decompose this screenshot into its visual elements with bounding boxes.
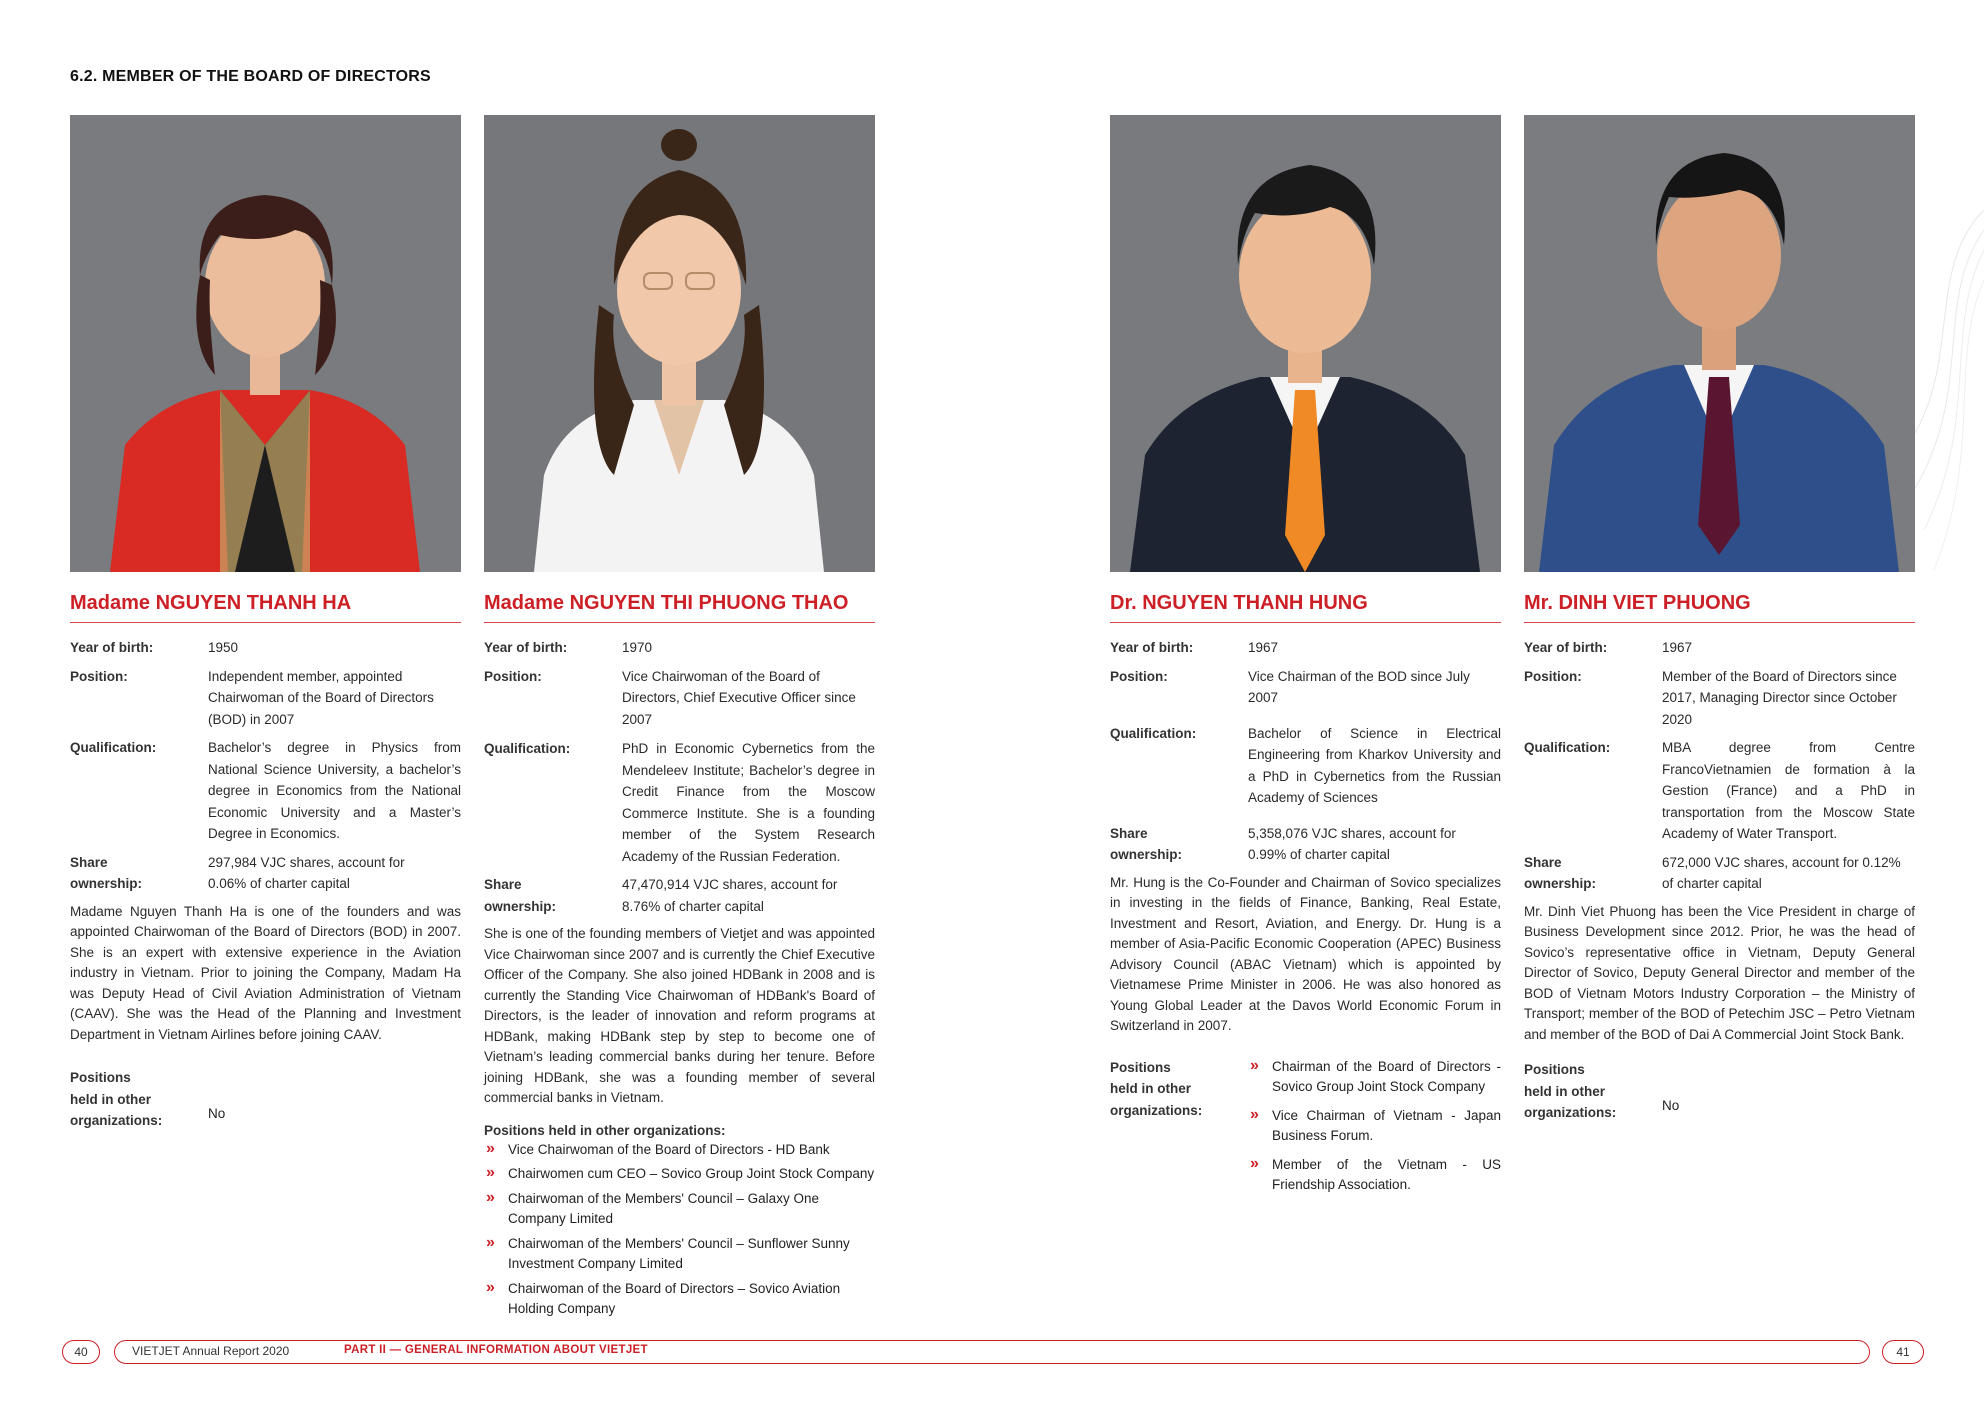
member-card-nguyen-thi-phuong-thao [484,115,875,1324]
qualification-value: PhD in Economic Cybernetics from the Mendeleev Institute; Bachelor’s degree in Credit Finance from the Moscow Commerce Institute. She is a founding member of the System Research Academy of the Russian Federation. [622,741,875,864]
list-item: » Chairwoman of the Members' Council – Sunflower Sunny Investment Company Limited [484,1234,875,1275]
year-of-birth-row [1110,637,1501,659]
share-ownership-row [484,874,875,917]
other-positions-list [1248,1057,1501,1204]
member-bio: Madame Nguyen Thanh Ha is one of the founders and was appointed Chairwoman of the Board of Directors (BOD) in 2007. She is an expert with extensive experience in the Aviation industry in Vietnam. Prior to joining the Company, Madam Ha was Deputy Head of Civil Aviation Administration of Vietnam (CAAV). She was the Head of the Planning and Investment Department in Vietnam Airlines before joining CAAV. [70,903,461,1042]
list-item: » Chairwoman of the Board of Directors – Sovico Aviation Holding Company [484,1279,875,1320]
position-value: Vice Chairman of the BOD since July 2007 [1248,668,1470,705]
year-of-birth-value: 1970 [622,640,653,655]
year-of-birth-value: 1950 [208,640,239,655]
page-number-left: 40 [62,1340,100,1364]
share-ownership-value: 5,358,076 VJC shares, account for 0.99% of charter capital [1248,825,1456,862]
decorative-wave-lines [1904,190,1984,610]
share-ownership-label: Share ownership: [484,877,557,914]
qualification-value: Bachelor of Science in Electrical Engineering from Kharkov University and a PhD in Cybernetics from the Russian Academy of Sciences [1248,725,1501,805]
page-number-right: 41 [1882,1340,1924,1364]
other-positions-label: Positions held in other organizations: [1110,1059,1203,1118]
position-value: Independent member, appointed Chairwoman of the Board of Directors (BOD) in 2007 [208,668,434,727]
year-of-birth-label: Year of birth: [70,640,154,655]
other-positions-row [70,1067,461,1132]
other-positions-row [1524,1059,1915,1124]
position-row [1524,666,1915,731]
year-of-birth-label: Year of birth: [1110,640,1194,655]
position-label: Position: [1110,668,1168,684]
position-value: Member of the Board of Directors since 2017, Managing Director since October 2020 [1662,668,1897,727]
member-card-nguyen-thanh-ha [70,115,461,1132]
other-positions-label: Positions held in other organizations: [1524,1062,1617,1120]
year-of-birth-value: 1967 [1248,640,1279,655]
qualification-row [484,738,875,867]
year-of-birth-row [1524,637,1915,659]
section-title: 6.2. MEMBER OF THE BOARD OF DIRECTORS [70,68,431,85]
share-ownership-label: Share ownership: [70,854,143,891]
year-of-birth-label: Year of birth: [1524,640,1608,655]
qualification-value: Bachelor’s degree in Physics from National Science University, a bachelor’s degree in Economics from the National Economic University and a Master’s Degree in Economics. [208,740,461,841]
share-ownership-value: 297,984 VJC shares, account for 0.06% of charter capital [208,854,405,891]
portrait-photo [484,115,875,572]
position-row [70,666,461,731]
other-positions-label: Positions held in other organizations: [484,1122,726,1138]
position-label: Position: [70,668,128,684]
member-name: Mr. DINH VIET PHUONG [1524,592,1915,623]
list-item: » Chairwomen cum CEO – Sovico Group Joint Stock Company [484,1164,875,1185]
footer-report-title: VIETJET Annual Report 2020 [132,1344,290,1358]
position-value: Vice Chairwoman of the Board of Directors, Chief Executive Officer since 2007 [622,668,856,727]
qualification-label: Qualification: [1110,725,1197,741]
member-bio: She is one of the founding members of Vietjet and was appointed Vice Chairwoman since 2007 and is currently the Chief Executive Officer of the Company. She also joined HDBank in 2008 and is currently the Standing Vice Chairwoman of HDBank's Board of Directors, is the leader of innovation and reform programs at HDBank, making HDBank step by step to become one of Vietnam’s leading commercial banks during her tenure. Before joining HDBank, she was a founding member of several commercial banks in Vietnam. [484,926,875,1105]
other-positions-label: Positions held in other organizations: [70,1070,163,1128]
other-positions-list [484,1140,875,1320]
qualification-row [1524,737,1915,845]
footer-part-title: PART II — GENERAL INFORMATION ABOUT VIETJET [344,1344,648,1356]
share-ownership-label: Share ownership: [1110,825,1183,862]
share-ownership-row [70,852,461,895]
list-item: » Vice Chairman of Vietnam - Japan Business Forum. [1248,1106,1501,1147]
qualification-label: Qualification: [1524,740,1611,755]
share-ownership-value: 47,470,914 VJC shares, account for 8.76% of charter capital [622,877,838,914]
member-name: Madame NGUYEN THANH HA [70,592,461,623]
list-item: » Chairman of the Board of Directors - Sovico Group Joint Stock Company [1248,1057,1501,1098]
year-of-birth-label: Year of birth: [484,640,568,655]
list-item: » Chairwoman of the Members' Council – Galaxy One Company Limited [484,1189,875,1230]
qualification-row [1110,723,1501,809]
other-positions-row [1110,1057,1501,1204]
member-name: Dr. NGUYEN THANH HUNG [1110,592,1501,623]
year-of-birth-row [484,637,875,659]
member-name: Madame NGUYEN THI PHUONG THAO [484,592,875,623]
portrait-photo [70,115,461,572]
position-label: Position: [484,668,542,684]
qualification-label: Qualification: [70,740,157,755]
qualification-label: Qualification: [484,741,571,756]
portrait-photo [1524,115,1915,572]
member-card-dinh-viet-phuong [1524,115,1915,1124]
year-of-birth-value: 1967 [1662,640,1693,655]
member-card-nguyen-thanh-hung [1110,115,1501,1204]
qualification-row [70,737,461,845]
share-ownership-value: 672,000 VJC shares, account for 0.12% of charter capital [1662,854,1901,891]
position-row [484,666,875,731]
list-item: » Vice Chairwoman of the Board of Directors - HD Bank [484,1140,875,1161]
member-bio: Mr. Hung is the Co-Founder and Chairman of Sovico specializes in investing in the fields of Finance, Banking, Real Estate, Investment and Resort, Aviation, and Energy. Dr. Hung is a member of Asia-Pacific Economic Cooperation (APEC) Business Advisory Council (ABAC Vietnam) which is appointed by Vietnamese Prime Minister in 2006. He was also honored as Young Global Leader at the Davos World Economic Forum in Switzerland in 2007. [1110,874,1501,1033]
position-row [1110,666,1501,709]
other-positions-value: No [208,1106,226,1121]
other-positions-value: No [1662,1098,1680,1113]
member-bio: Mr. Dinh Viet Phuong has been the Vice President in charge of Business Development since 2012. Prior, he was the head of Sovico’s representative office in Vietnam, Deputy General Director of Sovico, Deputy General Director and member of the BOD of Vietnam Motors Industry Corporation – the Ministry of Transport; member of the BOD of Petechim JSC – Petro Vietnam and member of the BOD of Dai A Commercial Joint Stock Bank. [1524,903,1915,1042]
list-item: » Member of the Vietnam - US Friendship Association. [1248,1155,1501,1196]
portrait-photo [1110,115,1501,572]
qualification-value: MBA degree from Centre FrancoVietnamien de formation à la Gestion (France) and a PhD in transportation from the Moscow State Academy of Water Transport. [1662,740,1915,841]
position-label: Position: [1524,668,1582,684]
share-ownership-row [1110,823,1501,866]
share-ownership-row [1524,852,1915,895]
year-of-birth-row [70,637,461,659]
share-ownership-label: Share ownership: [1524,854,1597,891]
